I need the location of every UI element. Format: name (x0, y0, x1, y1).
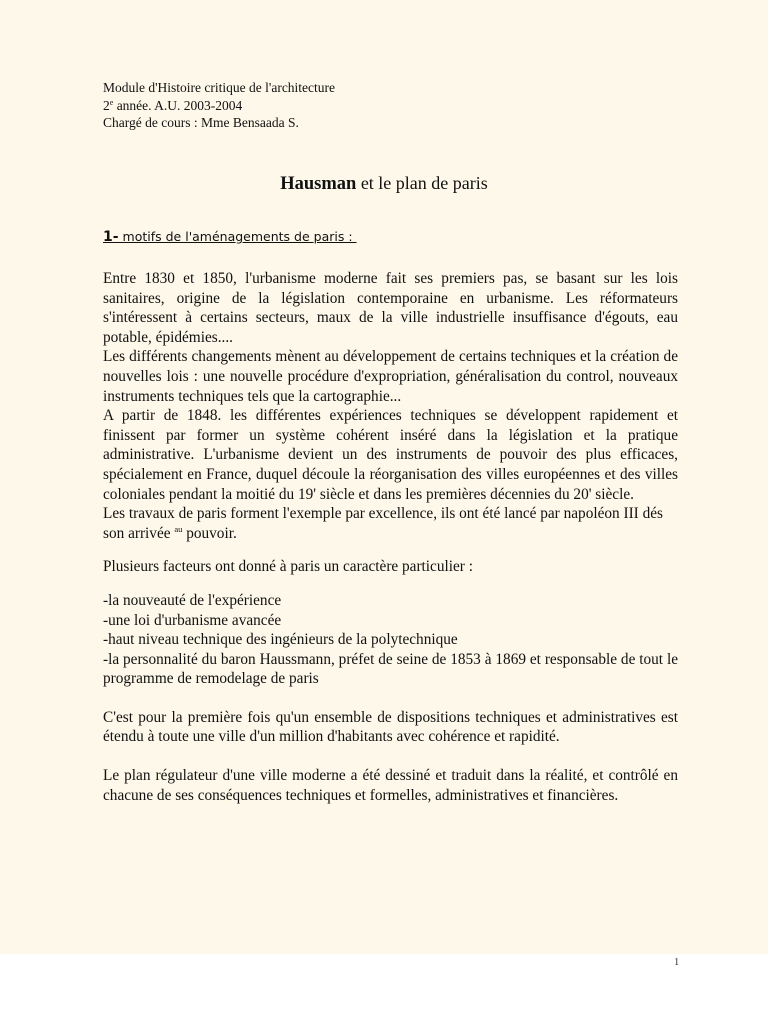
course-module: Module d'Histoire critique de l'architecture (103, 80, 336, 95)
list-item: -la personnalité du baron Haussmann, préfet de seine de 1853 à 1869 et responsable de tout le programme de remodelage de paris (103, 650, 678, 688)
list-item: -haut niveau technique des ingénieurs de la polytechnique (103, 631, 458, 649)
document-body (103, 269, 678, 805)
course-lecturer: Chargé de cours : Mme Bensaada S. (103, 115, 299, 130)
paragraph-4-a: Les travaux de paris forment l'exemple par excellence, ils ont été lancé par napoléon III dés son arrivée (103, 505, 663, 542)
section-number: 1- (103, 229, 119, 245)
page-number: 1 (674, 957, 680, 968)
paragraph-4 (103, 504, 678, 543)
paragraph-7: Le plan régulateur d'une ville moderne a été dessiné et traduit dans la réalité, et contrôlé en chacune de ses conséquences techniques et formelles, administratives et financières. (103, 767, 678, 804)
paragraph-4-sup: au (174, 523, 183, 534)
list-item: -une loi d'urbanisme avancée (103, 611, 282, 629)
title-strong: Hausman (280, 174, 357, 194)
list-item: -la nouveauté de l'expérience (103, 591, 282, 609)
year-number: 2 (103, 97, 110, 113)
year-ordinal-suffix: e (109, 97, 114, 107)
course-year (103, 97, 335, 115)
paragraph-6: C'est pour la première fois qu'un ensemble de dispositions techniques et administratives est étendu à toute une ville d'un million d'habitants avec cohérence et rapidité. (103, 708, 678, 746)
paragraph-5: Plusieurs facteurs ont donné à paris un caractère particulier : (103, 558, 473, 576)
paragraph-4-b: pouvoir. (182, 524, 237, 542)
paragraph-3: A partir de 1848. les différentes expériences techniques se développent rapidement et finissent par former un système cohérent inséré dans la législation et la pratique administrative. L'urbanisme devient un des instruments de pouvoir des plus efficaces, spécialement en France, duquel découle la réorganisation des villes européennes et des villes coloniales pendant la moitié du 19' siècle et dans les premières décennies du 20' siècle. (103, 407, 678, 503)
academic-year: année. A.U. 2003-2004 (113, 97, 243, 113)
section-heading (103, 229, 357, 245)
section-title: motifs de l'aménagements de paris : (118, 229, 357, 244)
document-header (103, 79, 335, 132)
paragraph-1: Entre 1830 et 1850, l'urbanisme moderne fait ses premiers pas, se basant sur les lois sanitaires, origine de la législation contemporaine en urbanisme. Les réformateurs s'intéressent à certains secteurs, maux de la ville industrielle insuffisance d'égouts, eau potable, épidémies.... (103, 270, 678, 346)
page-title (0, 173, 768, 195)
paragraph-2: Les différents changements mènent au développement de certains techniques et la création de nouvelles lois : une nouvelle procédure d'expropriation, généralisation du control, nouveaux instruments techniques tels que la cartographie... (103, 348, 678, 405)
title-rest: et le plan de paris (356, 173, 488, 193)
